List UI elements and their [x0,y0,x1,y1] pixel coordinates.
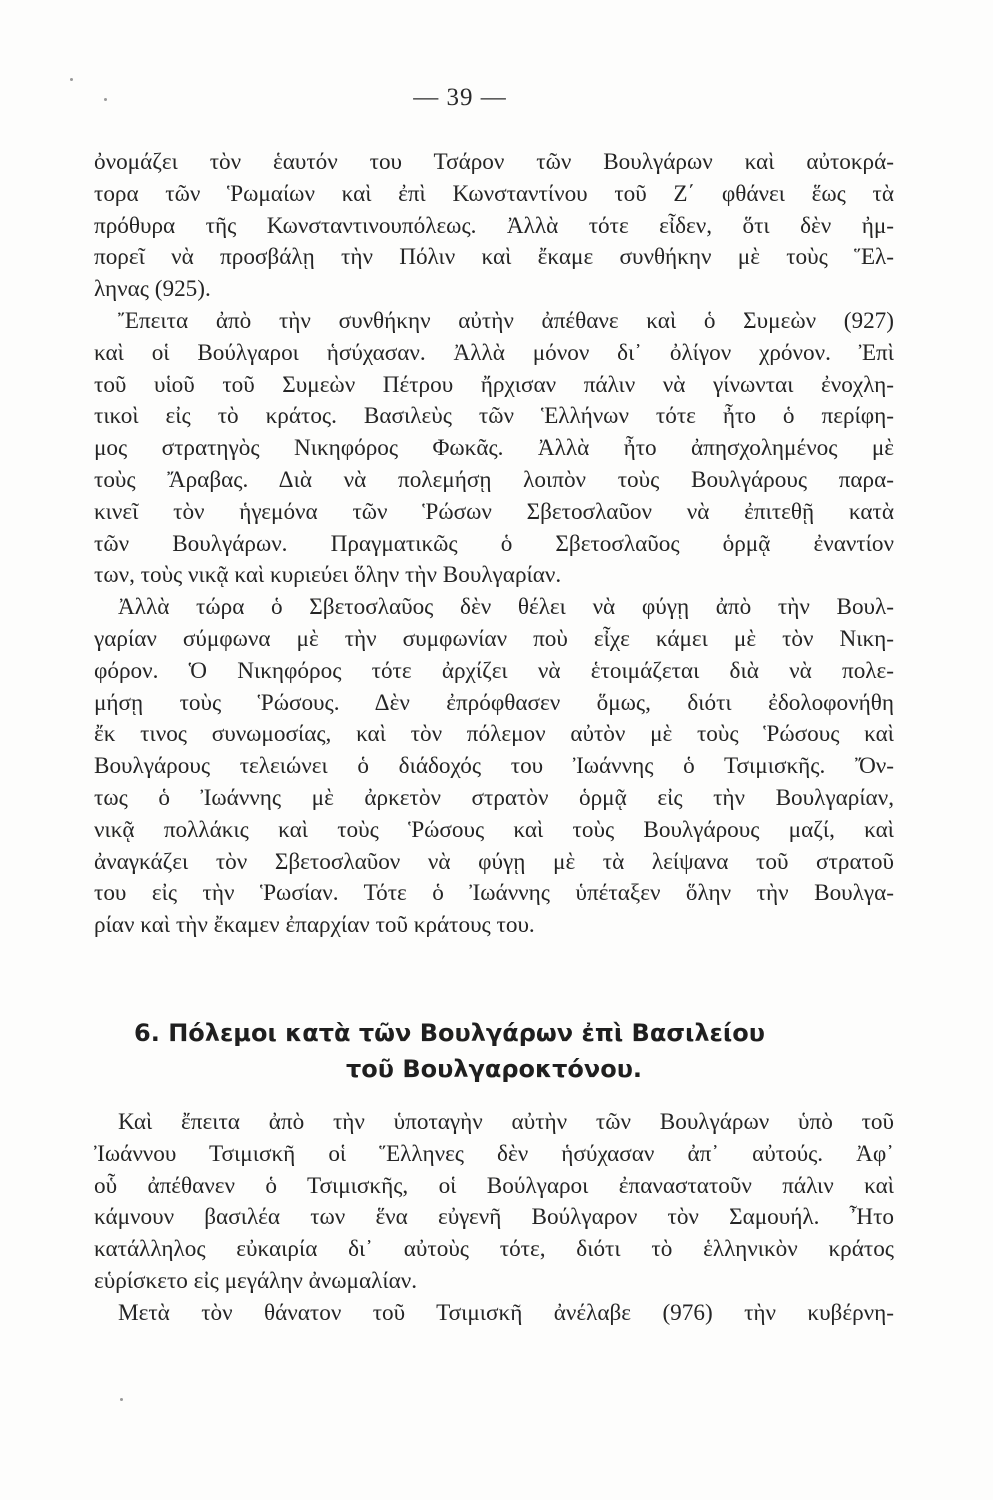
text-line: Ἰωάννου Τσιμισκῆ οἱ Ἕλληνες δὲν ἡσύχασαν ἀπ᾽ αὐτούς. Ἀφ᾽ [94,1140,894,1167]
section-heading-line-1 [94,1015,894,1051]
text-line: γαρίαν σύμφωνα μὲ τὴν συμφωνίαν ποὺ εἶχε κάμει μὲ τὸν Νικη- [94,625,894,652]
page-number: — 39 — [413,84,507,111]
text-line: ἀναγκάζει τὸν Σβετοσλαῦον νὰ φύγῃ μὲ τὰ λείψανα τοῦ στρατοῦ [94,848,894,875]
text-line: ὀνομάζει τὸν ἑαυτόν του Τσάρον τῶν Βουλγάρων καὶ αὐτοκρά- [94,149,894,175]
section-title-part-2: τοῦ Βουλγαροκτόνου. [345,1055,643,1083]
text-line: καὶ οἱ Βούλγαροι ἡσύχασαν. Ἀλλὰ μόνον δι᾽ ὀλίγον χρόνον. Ἐπὶ [94,339,894,366]
scan-speck [104,98,107,101]
text-line: κάμνουν βασιλέα των ἕνα εὐγενῆ Βούλγαρον τὸν Σαμουήλ. Ἦτο [94,1204,894,1231]
text-line: Ἀλλὰ τώρα ὁ Σβετοσλαῦος δὲν θέλει νὰ φύγῃ ἀπὸ τὴν Βουλ- [118,594,894,621]
text-line: οὗ ἀπέθανεν ὁ Τσιμισκῆς, οἱ Βούλγαροι ἐπαναστατοῦν πάλιν καὶ [94,1172,894,1199]
text-line: κινεῖ τὸν ἡγεμόνα τῶν Ῥώσων Σβετοσλαῦον νὰ ἐπιτεθῇ κατὰ [94,498,894,525]
text-line: τῶν Βουλγάρων. Πραγματικῶς ὁ Σβετοσλαῦος ὁρμᾷ ἐναντίον [94,530,894,557]
text-line: τορα τῶν Ῥωμαίων καὶ ἐπὶ Κωνσταντίνου τοῦ Ζ΄ φθάνει ἕως τὰ [94,180,894,207]
text-line: εὑρίσκετο εἰς μεγάλην ἀνωμαλίαν. [94,1267,418,1294]
section-heading [94,1015,894,1087]
text-line: τως ὁ Ἰωάννης μὲ ἀρκετὸν στρατὸν ὁρμᾷ εἰς τὴν Βουλγαρίαν, [94,784,894,811]
text-block-bottom [94,1107,894,1330]
text-line: μήσῃ τοὺς Ῥώσους. Δὲν ἐπρόφθασεν ὅμως, διότι ἐδολοφονήθη [94,689,894,716]
scan-speck [70,78,73,81]
section-title-part-1: Πόλεμοι κατὰ τῶν Βουλγάρων ἐπὶ Βασιλείου [168,1019,765,1047]
text-line: Μετὰ τὸν θάνατον τοῦ Τσιμισκῆ ἀνέλαβε (976) τὴν κυβέρνη- [118,1299,894,1326]
text-line: τικοὶ εἰς τὸ κράτος. Βασιλεὺς τῶν Ἑλλήνων τότε ἦτο ὁ περίφη- [94,403,894,430]
text-line: Βουλγάρους τελειώνει ὁ διάδοχός του Ἰωάννης ὁ Τσιμισκῆς. Ὄν- [94,753,894,780]
text-line: ἔκ τινος συνωμοσίας, καὶ τὸν πόλεμον αὐτὸν μὲ τοὺς Ῥώσους καὶ [94,721,894,748]
text-line: πορεῖ νὰ προσβάλῃ τὴν Πόλιν καὶ ἔκαμε συνθήκην μὲ τοὺς Ἕλ- [94,244,894,271]
text-line: μος στρατηγὸς Νικηφόρος Φωκᾶς. Ἀλλὰ ἦτο ἀπησχολημένος μὲ [94,435,894,462]
text-line: νικᾷ πολλάκις καὶ τοὺς Ῥώσους καὶ τοὺς Βουλγάρους μαζί, καὶ [94,816,894,843]
text-line: ληνας (925). [94,276,211,303]
text-line: ρίαν καὶ τὴν ἔκαμεν ἐπαρχίαν τοῦ κράτους του. [94,912,535,939]
text-line: κατάλληλος εὐκαιρία δι᾽ αὐτοὺς τότε, διότι τὸ ἑλληνικὸν κράτος [94,1236,894,1263]
text-line: φόρον. Ὁ Νικηφόρος τότε ἀρχίζει νὰ ἑτοιμάζεται διὰ νὰ πολε- [94,657,894,684]
text-line: Ἔπειτα ἀπὸ τὴν συνθήκην αὐτὴν ἀπέθανε καὶ ὁ Συμεὼν (927) [118,307,894,334]
text-line: Καὶ ἔπειτα ἀπὸ τὴν ὑποταγὴν αὐτὴν τῶν Βουλγάρων ὑπὸ τοῦ [118,1109,894,1135]
text-line: του εἰς τὴν Ῥωσίαν. Τότε ὁ Ἰωάννης ὑπέταξεν ὅλην τὴν Βουλγα- [94,880,894,907]
text-block-top [94,147,894,942]
section-number: 6. [134,1019,160,1047]
text-line: τοῦ υἱοῦ τοῦ Συμεὼν Πέτρου ἤρχισαν πάλιν νὰ γίνωνται ἐνοχλη- [94,371,894,398]
text-line: των, τοὺς νικᾷ καὶ κυριεύει ὅλην τὴν Βουλγαρίαν. [94,562,562,589]
text-line: τοὺς Ἄραβας. Διὰ νὰ πολεμήσῃ λοιπὸν τοὺς Βουλγάρους παρα- [94,466,894,493]
text-line: πρόθυρα τῆς Κωνσταντινουπόλεως. Ἀλλὰ τότε εἶδεν, ὅτι δὲν ἠμ- [94,212,894,239]
scan-speck [120,1398,123,1401]
